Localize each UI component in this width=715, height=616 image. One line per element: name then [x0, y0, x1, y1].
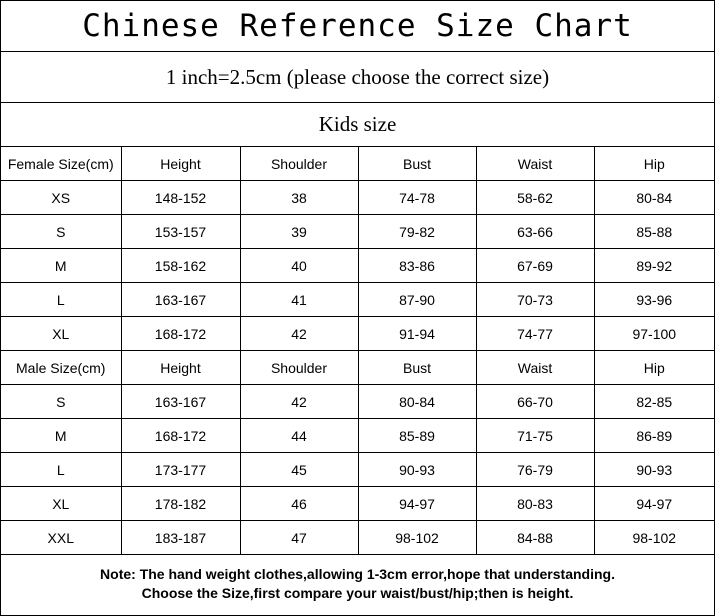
- table-cell: 83-86: [358, 249, 476, 283]
- table-row: [1, 215, 714, 249]
- female-header-row: [1, 147, 714, 181]
- table-cell: 47: [240, 521, 358, 555]
- table-cell: 67-69: [476, 249, 594, 283]
- header-cell: Waist: [476, 147, 594, 181]
- table-cell: XL: [1, 317, 121, 351]
- table-cell: 80-84: [358, 385, 476, 419]
- table-cell: 44: [240, 419, 358, 453]
- table-cell: 42: [240, 317, 358, 351]
- table-row: [1, 419, 714, 453]
- table-cell: 42: [240, 385, 358, 419]
- table-cell: L: [1, 283, 121, 317]
- table-cell: 82-85: [594, 385, 714, 419]
- header-cell: Hip: [594, 147, 714, 181]
- table-row: [1, 385, 714, 419]
- section-label: Kids size: [1, 103, 714, 147]
- table-cell: 163-167: [121, 283, 240, 317]
- table-cell: 148-152: [121, 181, 240, 215]
- table-row: [1, 521, 714, 555]
- table-cell: M: [1, 249, 121, 283]
- table-cell: 94-97: [594, 487, 714, 521]
- table-cell: 183-187: [121, 521, 240, 555]
- table-cell: S: [1, 385, 121, 419]
- table-cell: 76-79: [476, 453, 594, 487]
- table-cell: 158-162: [121, 249, 240, 283]
- table-row: [1, 453, 714, 487]
- chart-title: Chinese Reference Size Chart: [1, 1, 714, 52]
- header-cell: Shoulder: [240, 351, 358, 385]
- footnote: [1, 555, 714, 613]
- table-cell: 178-182: [121, 487, 240, 521]
- table-cell: 97-100: [594, 317, 714, 351]
- header-cell: Male Size(cm): [1, 351, 121, 385]
- table-cell: 71-75: [476, 419, 594, 453]
- table-cell: 163-167: [121, 385, 240, 419]
- table-cell: 40: [240, 249, 358, 283]
- header-cell: Hip: [594, 351, 714, 385]
- table-row: [1, 317, 714, 351]
- table-cell: XL: [1, 487, 121, 521]
- table-cell: 98-102: [358, 521, 476, 555]
- table-cell: 93-96: [594, 283, 714, 317]
- table-cell: 89-92: [594, 249, 714, 283]
- table-cell: 91-94: [358, 317, 476, 351]
- table-cell: 66-70: [476, 385, 594, 419]
- header-cell: Height: [121, 351, 240, 385]
- table-cell: 74-78: [358, 181, 476, 215]
- table-cell: 94-97: [358, 487, 476, 521]
- table-cell: S: [1, 215, 121, 249]
- table-cell: 86-89: [594, 419, 714, 453]
- table-cell: 98-102: [594, 521, 714, 555]
- table-cell: 46: [240, 487, 358, 521]
- table-cell: 85-89: [358, 419, 476, 453]
- footnote-line-1: Note: The hand weight clothes,allowing 1-3cm error,hope that understanding.: [100, 566, 615, 582]
- male-header-row: [1, 351, 714, 385]
- table-cell: 79-82: [358, 215, 476, 249]
- table-cell: 85-88: [594, 215, 714, 249]
- header-cell: Shoulder: [240, 147, 358, 181]
- table-cell: 38: [240, 181, 358, 215]
- header-cell: Waist: [476, 351, 594, 385]
- table-cell: M: [1, 419, 121, 453]
- footnote-line-2: Choose the Size,first compare your waist/bust/hip;then is height.: [141, 585, 574, 601]
- header-cell: Bust: [358, 147, 476, 181]
- table-cell: 70-73: [476, 283, 594, 317]
- table-cell: 45: [240, 453, 358, 487]
- table-cell: 84-88: [476, 521, 594, 555]
- table-row: [1, 283, 714, 317]
- table-row: [1, 487, 714, 521]
- table-cell: 39: [240, 215, 358, 249]
- header-cell: Female Size(cm): [1, 147, 121, 181]
- table-cell: 58-62: [476, 181, 594, 215]
- table-cell: 74-77: [476, 317, 594, 351]
- header-cell: Height: [121, 147, 240, 181]
- table-row: [1, 181, 714, 215]
- unit-note: 1 inch=2.5cm (please choose the correct size): [1, 52, 714, 103]
- table-cell: 41: [240, 283, 358, 317]
- table-cell: 80-83: [476, 487, 594, 521]
- table-cell: 80-84: [594, 181, 714, 215]
- table-cell: 90-93: [594, 453, 714, 487]
- table-row: [1, 249, 714, 283]
- table-cell: 63-66: [476, 215, 594, 249]
- table-cell: 90-93: [358, 453, 476, 487]
- table-cell: 87-90: [358, 283, 476, 317]
- table-cell: L: [1, 453, 121, 487]
- size-table: [1, 147, 714, 555]
- table-cell: 173-177: [121, 453, 240, 487]
- table-cell: 168-172: [121, 317, 240, 351]
- table-cell: XS: [1, 181, 121, 215]
- table-cell: XXL: [1, 521, 121, 555]
- header-cell: Bust: [358, 351, 476, 385]
- table-cell: 168-172: [121, 419, 240, 453]
- table-cell: 153-157: [121, 215, 240, 249]
